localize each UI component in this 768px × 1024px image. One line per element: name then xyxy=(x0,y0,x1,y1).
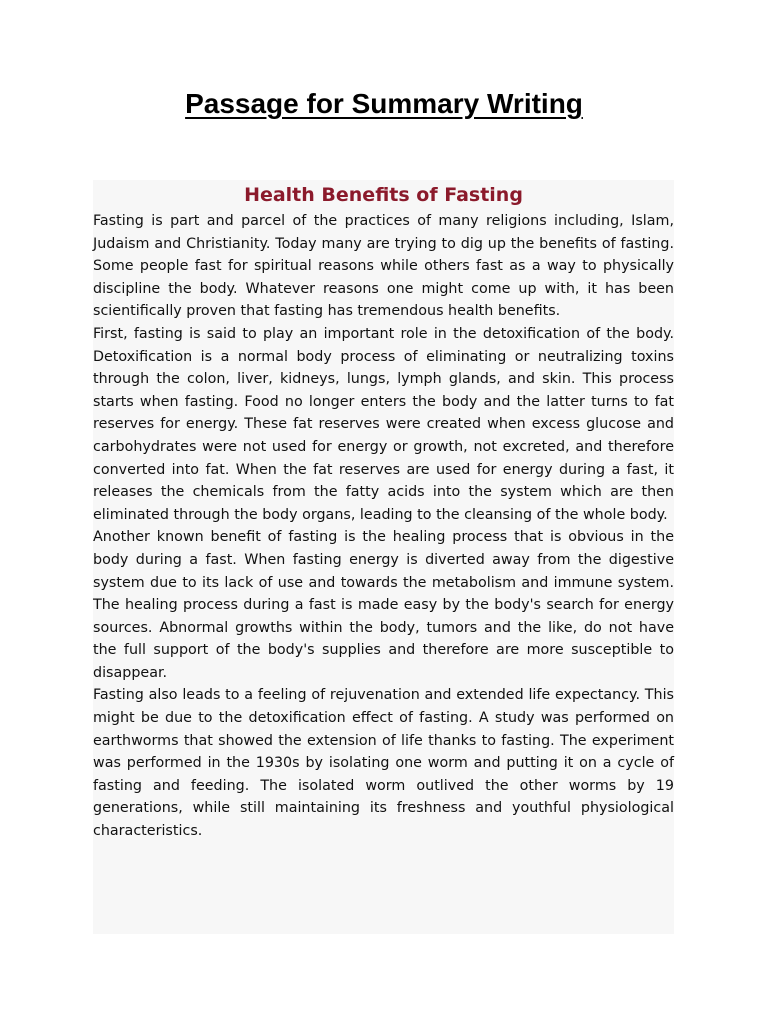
paragraph-rejuvenation: Fasting also leads to a feeling of rejuvenation and extended life expectancy. This might be due to the detoxification effect of fasting. A study was performed on earthworms that showed the extension of life thanks to fasting. The experiment was performed in the 1930s by isolating one worm and putting it on a cycle of fasting and feeding. The isolated worm outlived the other worms by 19 generations, while still maintaining its freshness and youthful physiological characteristics. xyxy=(93,687,674,840)
page-title: Passage for Summary Writing xyxy=(185,88,583,119)
passage-body xyxy=(93,210,674,843)
paragraph-detoxification: First, fasting is said to play an important role in the detoxification of the body. Detoxification is a normal body process of eliminating or neutralizing toxins through the colon, liver, kidneys, lungs, lymph glands, and skin. This process starts when fasting. Food no longer enters the body and the latter turns to fat reserves for energy. These fat reserves were created when excess glucose and carbohydrates were not used for energy or growth, not excreted, and therefore converted into fat. When the fat reserves are used for energy during a fast, it releases the chemicals from the fatty acids into the system which are then eliminated through the body organs, leading to the cleansing of the whole body. xyxy=(93,325,674,523)
paragraph-healing: Another known benefit of fasting is the healing process that is obvious in the body during a fast. When fasting energy is diverted away from the digestive system due to its lack of use and towards the metabolism and immune system. The healing process during a fast is made easy by the body's search for energy sources. Abnormal growths within the body, tumors and the like, do not have the full support of the body's supplies and therefore are more susceptible to disappear. xyxy=(93,529,674,681)
paragraph-intro: Fasting is part and parcel of the practices of many religions including, Islam, Judaism and Christianity. Today many are trying to dig up the benefits of fasting. Some people fast for spiritual reasons while others fast as a way to physically discipline the body. Whatever reasons one might come up with, it has been scientifically proven that fasting has tremendous health benefits. xyxy=(93,213,674,320)
passage-heading: Health Benefits of Fasting xyxy=(244,184,523,206)
passage-box xyxy=(93,180,674,934)
